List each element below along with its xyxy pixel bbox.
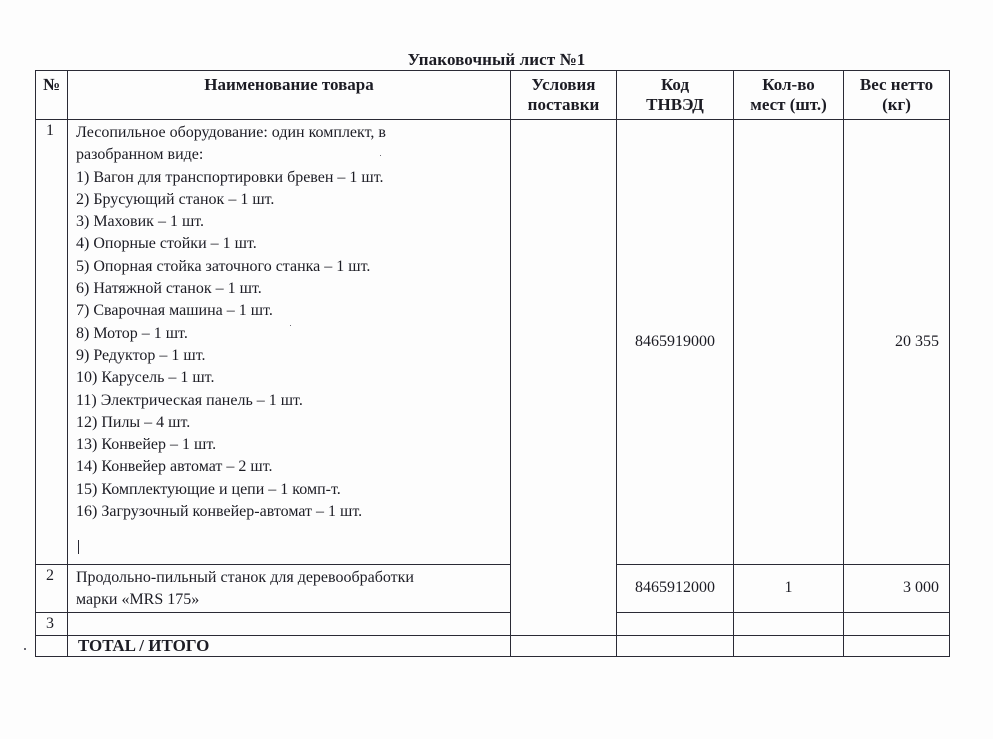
item-line: Лесопильное оборудование: один комплект, в [76,124,386,141]
row-1-item-list [76,122,510,523]
header-weight-line2: (кг) [882,95,911,114]
total-label: TOTAL / ИТОГО [68,635,511,656]
row-1-name [68,120,511,565]
item-line: 7) Сварочная машина – 1 шт. [76,302,273,320]
header-terms-line2: поставки [527,95,600,114]
row-2-qty: 1 [734,565,844,613]
header-name: Наименование товара [68,71,511,120]
total-row [36,635,950,656]
row-1-code: 8465919000 [617,120,734,565]
table-row [36,612,950,635]
row-3-code [617,612,734,635]
row-2-code: 8465912000 [617,565,734,613]
total-weight-cell [844,635,950,656]
header-terms [511,71,617,120]
item-line: 16) Загрузочный конвейер-автомат – 1 шт. [76,503,363,521]
row-3-num: 3 [36,612,68,635]
header-weight-line1: Вес нетто [859,75,934,94]
header-code [617,71,734,120]
item-line: 1) Вагон для транспортировки бревен – 1 шт. [76,168,384,186]
item-line: 3) Маховик – 1 шт. [76,213,205,231]
header-code-line2: ТНВЭД [646,95,704,114]
item-line: 2) Брусующий станок – 1 шт. [76,190,275,208]
scan-speck [24,648,26,650]
item-line: 14) Конвейер автомат – 2 шт. [76,458,273,476]
row-3-name [68,612,511,635]
item-line: 4) Опорные стойки – 1 шт. [76,235,257,253]
scan-speck [380,155,381,156]
total-num-cell [36,635,68,656]
item-line: 11) Электрическая панель – 1 шт. [76,391,303,409]
header-code-line1: Код [660,75,690,94]
row-1-weight: 20 355 [844,120,950,565]
scan-speck [290,325,291,326]
row-2-num: 2 [36,565,68,613]
table-row [36,120,950,565]
total-code-cell [617,635,734,656]
header-terms-line1: Условия [531,75,596,94]
header-qty-line1: Кол-во [762,75,815,94]
document-title: Упаковочный лист №1 [407,50,586,69]
scan-mark [78,540,79,554]
table-row [36,565,950,613]
row-3-weight [844,612,950,635]
item-line: марки «MRS 175» [76,591,200,609]
row-2-item-list [76,567,510,612]
item-line: Продольно-пильный станок для деревообработки [76,569,414,586]
delivery-terms-cell [511,120,617,636]
packing-list-table [35,70,950,657]
item-line: 15) Комплектующие и цепи – 1 комп-т. [76,480,341,498]
item-line: 8) Мотор – 1 шт. [76,324,188,342]
row-3-qty [734,612,844,635]
item-line: 5) Опорная стойка заточного станка – 1 шт. [76,257,371,275]
row-1-num: 1 [36,120,68,565]
item-line: 9) Редуктор – 1 шт. [76,346,206,364]
table-header-row [36,71,950,120]
total-qty-cell [734,635,844,656]
item-line: 13) Конвейер – 1 шт. [76,436,217,454]
item-line: 12) Пилы – 4 шт. [76,413,191,431]
row-1-qty [734,120,844,565]
total-terms-cell [511,635,617,656]
item-line: 6) Натяжной станок – 1 шт. [76,280,262,298]
row-2-name [68,565,511,613]
header-qty [734,71,844,120]
header-weight [844,71,950,120]
item-line: разобранном виде: [76,146,204,164]
header-num: № [36,71,68,120]
row-2-weight: 3 000 [844,565,950,613]
header-qty-line2: мест (шт.) [750,95,827,114]
item-line: 10) Карусель – 1 шт. [76,369,215,387]
